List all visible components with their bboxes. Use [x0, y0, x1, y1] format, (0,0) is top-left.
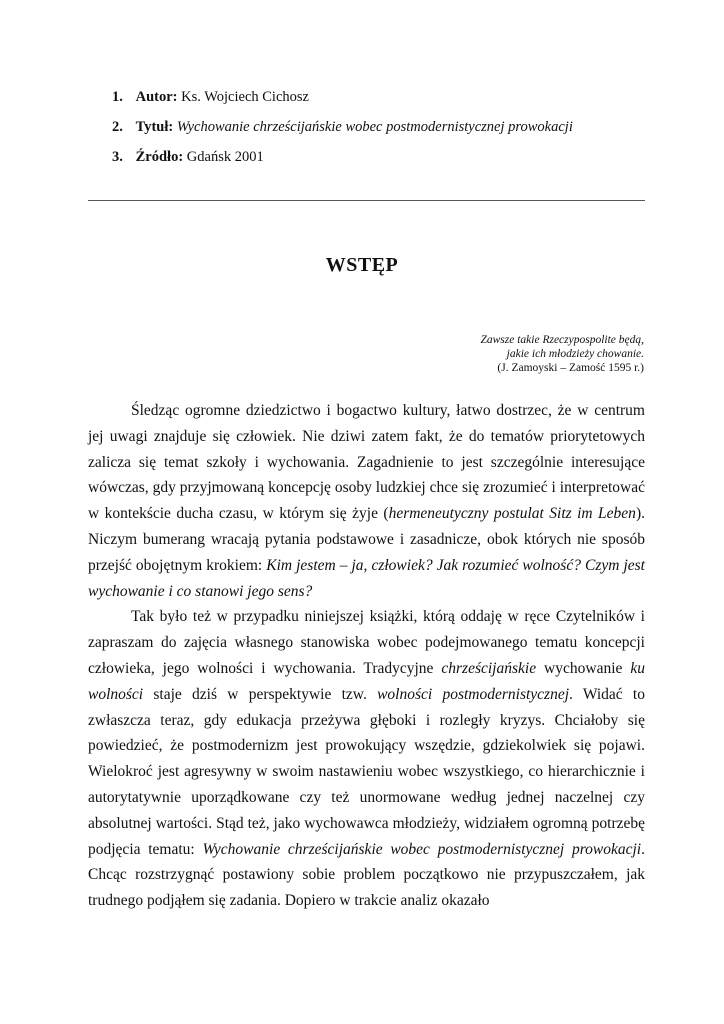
epigraph — [480, 333, 644, 375]
body-text — [88, 398, 645, 914]
epigraph-line: jakie ich młodzieży chowanie. — [506, 348, 644, 360]
italic-run: ku wolności — [88, 659, 645, 703]
text-run: ). Niczym bumerang wracają pytania podstawowe i zasadnicze, obok których nie sposób przejść obojętnym krokiem: — [88, 505, 645, 574]
item-key: Autor: — [135, 89, 178, 105]
section-heading: WSTĘP — [325, 254, 399, 276]
italic-run: wolności postmodernistycznej — [377, 685, 570, 703]
title-value: Wychowanie chrześcijańskie wobec postmodernistycznej prowokacji — [176, 119, 573, 135]
item-number: 2. — [112, 119, 123, 135]
source-value: Gdańsk 2001 — [186, 149, 264, 165]
text-run: . Widać to zwłaszcza teraz, gdy edukacja przeżywa głęboki i rozległy kryzys. Chciałoby się powiedzieć, że postmodernizm jest prowokujący wszędzie, gdziekolwiek się pojawi. Wielokroć jest agresywny w swoim nastawieniu wobec wszystkiego, co hierarchicznie i autorytatywnie uporządkowane czy też unormowane według jednej naczelnej czy absolutnej wartości. Stąd też, jako wychowawca młodzieży, widziałem ogromną potrzebę podjęcia tematu: — [88, 685, 645, 858]
item-number: 1. — [112, 89, 123, 105]
italic-run: Wychowanie chrześcijańskie wobec postmodernistycznej prowokacji — [202, 840, 642, 858]
author-value: Ks. Wojciech Cichosz — [181, 89, 309, 105]
paragraph — [88, 604, 645, 914]
metadata-list — [112, 88, 573, 178]
horizontal-divider — [88, 200, 645, 201]
italic-run: Kim jestem – ja, człowiek? Jak rozumieć wolność? Czym jest wychowanie i co stanowi jego sens? — [88, 556, 645, 600]
italic-run: chrześcijańskie — [441, 659, 537, 677]
item-key: Tytuł: — [135, 119, 174, 135]
item-number: 3. — [112, 149, 123, 165]
text-run: . Chcąc rozstrzygnąć postawiony sobie problem początkowo nie przypuszczałem, jak trudnego podjąłem się zadania. Dopiero w trakcie analiz okazało — [88, 840, 645, 910]
epigraph-source: (J. Zamoyski – Zamość 1595 r.) — [497, 362, 644, 374]
text-run: Tak było też w przypadku niniejszej książki, którą oddaję w ręce Czytelników i zapraszam do zajęcia własnego stanowiska wobec podejmowanego tematu koncepcji człowieka, jego wolności i wychowania. Tradycyjne — [88, 608, 645, 677]
paragraph — [88, 398, 645, 604]
italic-run: hermeneutyczny postulat Sitz im Leben — [388, 505, 636, 523]
text-run: staje dziś w perspektywie tzw. — [143, 685, 378, 703]
metadata-item-title — [112, 118, 573, 148]
item-key: Źródło: — [135, 149, 184, 165]
text-run: wychowanie — [536, 659, 631, 677]
epigraph-line: Zawsze takie Rzeczypospolite będą, — [480, 334, 644, 346]
metadata-item-source — [112, 148, 573, 178]
metadata-item-author — [112, 88, 573, 118]
text-run: Śledząc ogromne dziedzictwo i bogactwo kultury, łatwo dostrzec, że w centrum jej uwagi znajduje się człowiek. Nie dziwi zatem fakt, że do tematów priorytetowych zalicza się temat szkoły i wychowania. Zagadnienie to jest szczególnie interesujące wówczas, gdy przyjmowaną koncepcję osoby ludzkiej chce się zrozumieć i interpretować w kontekście ducha czasu, w którym się żyje ( — [88, 402, 645, 523]
